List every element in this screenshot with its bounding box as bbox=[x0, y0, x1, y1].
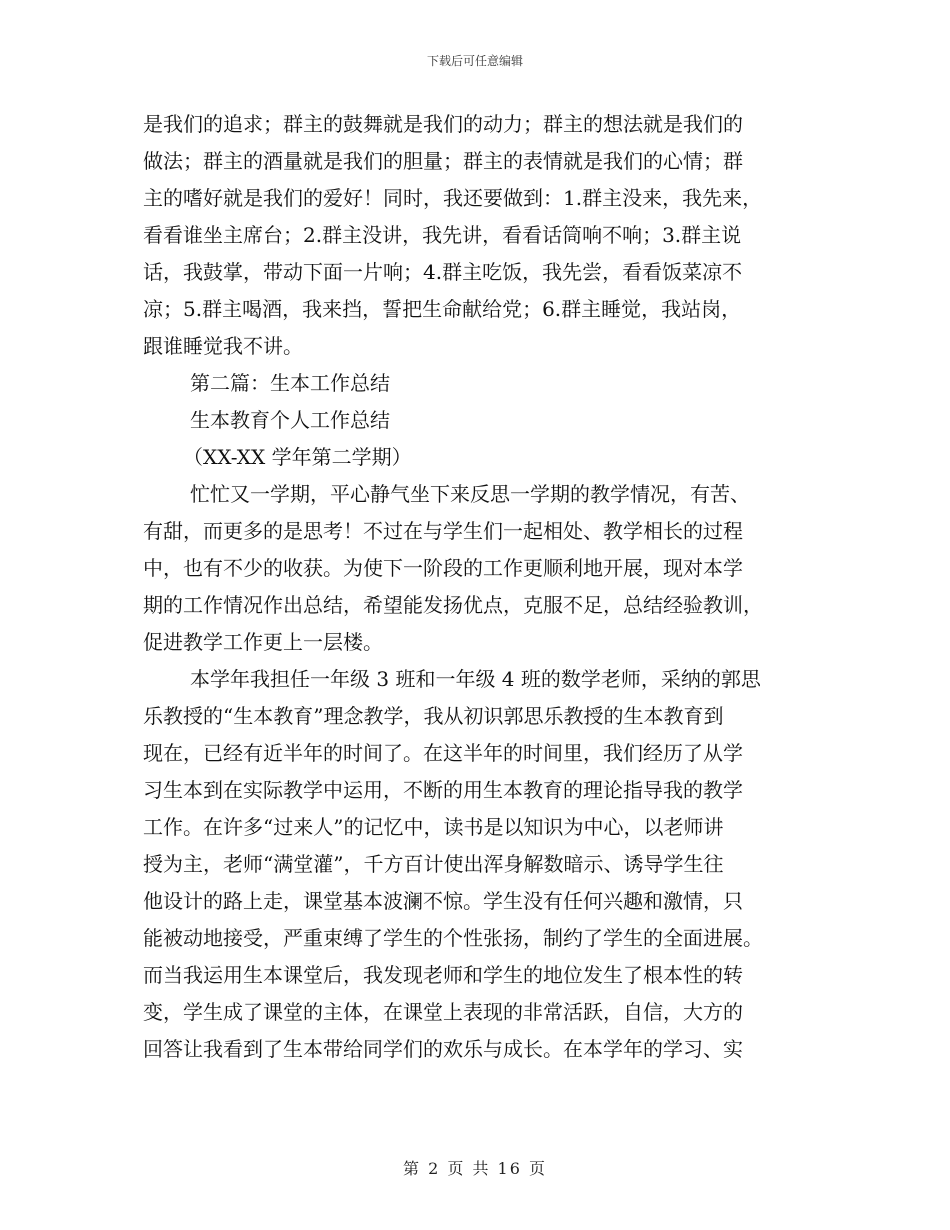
section-title: 第二篇：生本工作总结 bbox=[190, 371, 390, 395]
paragraph-line: 变，学生成了课堂的主体，在课堂上表现的非常活跃，自信，大方的 bbox=[143, 1000, 743, 1024]
section-subtitle: 生本教育个人工作总结 bbox=[190, 408, 390, 432]
body-line: 是我们的追求；群主的鼓舞就是我们的动力；群主的想法就是我们的 bbox=[143, 112, 743, 136]
paragraph-line: 中，也有不少的收获。为使下一阶段的工作更顺利地开展，现对本学 bbox=[143, 556, 743, 580]
body-line: 主的嗜好就是我们的爱好！同时，我还要做到：1.群主没来，我先来， bbox=[143, 186, 763, 210]
document-body bbox=[143, 106, 803, 1068]
body-line: 话，我鼓掌，带动下面一片响；4.群主吃饭，我先尝，看看饭菜凉不 bbox=[143, 260, 743, 284]
paragraph-line: 习生本到在实际教学中运用，不断的用生本教育的理论指导我的教学 bbox=[143, 778, 743, 802]
paragraph-line: 能被动地接受，严重束缚了学生的个性张扬，制约了学生的全面进展。 bbox=[143, 926, 763, 950]
paragraph-line: 乐教授的“生本教育”理念教学，我从初识郭思乐教授的生本教育到 bbox=[143, 704, 724, 728]
paragraph-line: 而当我运用生本课堂后，我发现老师和学生的地位发生了根本性的转 bbox=[143, 963, 743, 987]
body-line: 看看谁坐主席台；2.群主没讲，我先讲，看看话筒响不响；3.群主说 bbox=[143, 223, 742, 247]
paragraph-line: 授为主，老师“满堂灌”，千方百计使出浑身解数暗示、诱导学生往 bbox=[143, 852, 724, 876]
paragraph-line: 现在，已经有近半年的时间了。在这半年的时间里，我们经历了从学 bbox=[143, 741, 743, 765]
paragraph-line: 本学年我担任一年级 3 班和一年级 4 班的数学老师，采纳的郭思 bbox=[190, 667, 761, 691]
body-line: 做法；群主的酒量就是我们的胆量；群主的表情就是我们的心情；群 bbox=[143, 149, 743, 173]
paragraph-line: 促进教学工作更上一层楼。 bbox=[143, 630, 383, 654]
paragraph-line: 期的工作情况作出总结，希望能发扬优点，克服不足，总结经验教训， bbox=[143, 593, 763, 617]
page-header: 下载后可任意编辑 bbox=[426, 54, 523, 68]
paragraph-line: 回答让我看到了生本带给同学们的欢乐与成长。在本学年的学习、实 bbox=[143, 1037, 743, 1061]
page-footer: 第 2 页 共 16 页 bbox=[403, 1159, 547, 1178]
section-term: （XX-XX 学年第二学期） bbox=[183, 445, 412, 469]
body-line: 跟谁睡觉我不讲。 bbox=[143, 334, 303, 358]
paragraph-line: 他设计的路上走，课堂基本波澜不惊。学生没有任何兴趣和激情，只 bbox=[143, 889, 743, 913]
paragraph-line: 有甜，而更多的是思考！不过在与学生们一起相处、教学相长的过程 bbox=[143, 519, 743, 543]
body-line: 凉；5.群主喝酒，我来挡，誓把生命献给党；6.群主睡觉，我站岗， bbox=[143, 297, 742, 321]
paragraph-line: 忙忙又一学期，平心静气坐下来反思一学期的教学情况，有苦、 bbox=[190, 482, 750, 506]
paragraph-line: 工作。在许多“过来人”的记忆中，读书是以知识为中心，以老师讲 bbox=[143, 815, 724, 839]
